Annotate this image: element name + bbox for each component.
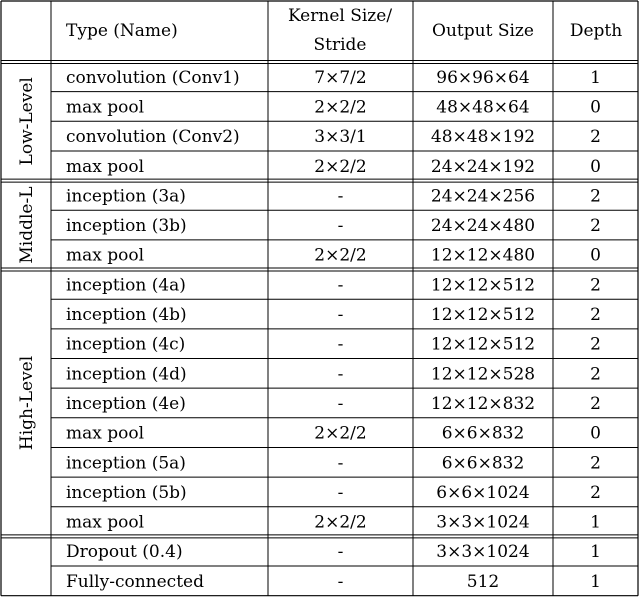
cell-depth: 2 [590, 216, 601, 237]
cell-type: max pool [66, 512, 145, 533]
cell-kernel: 2×2/2 [314, 97, 367, 118]
cell-kernel: - [337, 334, 344, 355]
table-body [66, 68, 601, 592]
header-type: Type (Name) [66, 21, 178, 41]
cell-kernel: - [337, 305, 344, 326]
cell-type: inception (5a) [66, 453, 186, 474]
cell-type: Fully-connected [66, 571, 204, 592]
cell-kernel: 2×2/2 [314, 245, 367, 266]
cell-depth: 1 [590, 67, 601, 88]
group-label: High-Level [17, 355, 37, 451]
cell-depth: 2 [590, 453, 601, 474]
cell-output: 48×48×64 [436, 97, 530, 118]
table-row [66, 186, 601, 206]
cell-output: 6×6×1024 [436, 482, 530, 503]
cell-depth: 2 [590, 393, 601, 414]
table-rules [1, 1, 638, 596]
cell-depth: 2 [590, 186, 601, 207]
cell-type: max pool [66, 97, 145, 118]
cell-type: inception (4c) [66, 334, 186, 355]
cell-type: max pool [66, 245, 145, 266]
cell-depth: 0 [590, 97, 601, 118]
cell-kernel: - [337, 186, 344, 207]
cell-depth: 2 [590, 364, 601, 385]
cell-depth: 1 [590, 542, 601, 563]
cell-kernel: 2×2/2 [314, 156, 367, 177]
cell-kernel: 7×7/2 [314, 67, 367, 88]
table-row [66, 305, 601, 325]
cell-output: 48×48×192 [430, 127, 536, 148]
cell-type: inception (4d) [66, 364, 187, 385]
cell-output: 96×96×64 [436, 67, 530, 88]
cell-depth: 0 [590, 245, 601, 266]
cell-type: convolution (Conv1) [66, 67, 240, 88]
cell-kernel: 3×3/1 [314, 127, 367, 148]
cell-output: 12×12×528 [430, 364, 536, 385]
header-kernel-line1: Kernel Size/ [287, 6, 393, 26]
header-row [66, 6, 622, 55]
cell-output: 24×24×256 [430, 186, 536, 207]
table-row [66, 68, 601, 88]
cell-type: inception (4e) [66, 393, 186, 414]
cell-type: inception (3a) [66, 186, 186, 207]
table-row [66, 542, 601, 562]
cell-type: convolution (Conv2) [66, 127, 240, 148]
cell-depth: 1 [590, 512, 601, 533]
cell-output: 3×3×1024 [436, 542, 530, 563]
table-row [66, 424, 601, 444]
cell-kernel: - [337, 482, 344, 503]
table-row [66, 364, 601, 384]
table-row [66, 275, 601, 295]
table-row [66, 97, 601, 117]
cell-depth: 2 [590, 127, 601, 148]
cell-kernel: - [337, 393, 344, 414]
cell-type: inception (4b) [66, 305, 187, 326]
table-row [66, 513, 601, 533]
cell-output: 12×12×512 [430, 305, 536, 326]
cell-depth: 2 [590, 305, 601, 326]
table-row [66, 216, 601, 236]
cell-output: 12×12×480 [430, 245, 536, 266]
table-row [66, 394, 601, 414]
group-labels [17, 77, 37, 450]
cell-kernel: - [337, 542, 344, 563]
cell-output: 512 [466, 571, 500, 592]
cell-kernel: 2×2/2 [314, 512, 367, 533]
cell-kernel: - [337, 275, 344, 296]
cell-kernel: - [337, 571, 344, 592]
cell-depth: 2 [590, 275, 601, 296]
cell-output: 3×3×1024 [436, 512, 530, 533]
cell-output: 24×24×192 [430, 156, 536, 177]
table-row [66, 483, 601, 503]
cell-depth: 2 [590, 482, 601, 503]
cell-type: inception (5b) [66, 482, 187, 503]
cell-kernel: - [337, 216, 344, 237]
cell-output: 12×12×832 [430, 393, 536, 414]
cell-kernel: 2×2/2 [314, 423, 367, 444]
table-row [66, 335, 601, 355]
cell-type: max pool [66, 423, 145, 444]
cell-output: 24×24×480 [430, 216, 536, 237]
cell-type: Dropout (0.4) [66, 542, 183, 563]
cell-kernel: - [337, 364, 344, 385]
table-row [66, 572, 601, 592]
cell-depth: 0 [590, 156, 601, 177]
cell-type: max pool [66, 156, 145, 177]
table-row [66, 453, 601, 473]
cell-kernel: - [337, 453, 344, 474]
cell-output: 6×6×832 [441, 453, 525, 474]
cell-output: 12×12×512 [430, 275, 536, 296]
cell-output: 12×12×512 [430, 334, 536, 355]
group-label: Low-Level [17, 77, 37, 166]
cell-output: 6×6×832 [441, 423, 525, 444]
cell-depth: 0 [590, 423, 601, 444]
table-row [66, 127, 601, 147]
cell-depth: 1 [590, 571, 601, 592]
cell-type: inception (4a) [66, 275, 186, 296]
header-output: Output Size [432, 21, 534, 41]
group-label: Middle-L [17, 186, 37, 264]
table-row [66, 157, 601, 177]
table-row [66, 246, 601, 266]
header-depth: Depth [569, 21, 623, 41]
header-kernel-line2: Stride [313, 35, 367, 55]
cell-depth: 2 [590, 334, 601, 355]
cell-type: inception (3b) [66, 216, 187, 237]
